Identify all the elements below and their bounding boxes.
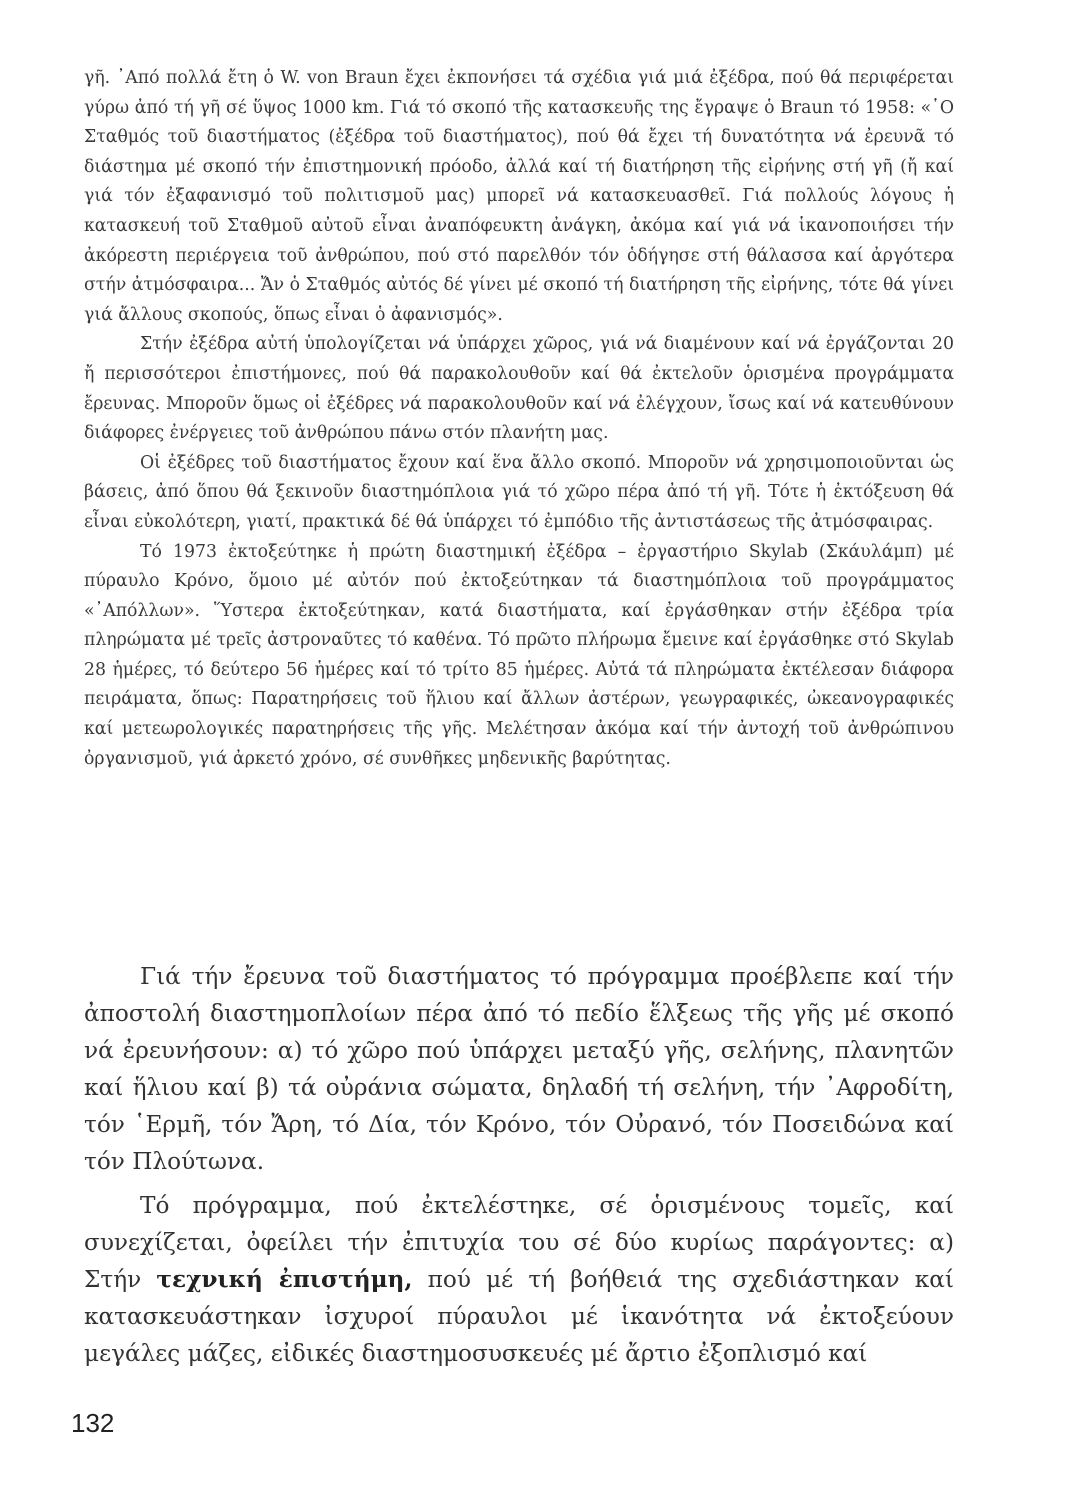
paragraph-station-bases: Οἱ ἐξέδρες τοῦ διαστήματος ἔχουν καί ἕνα ἄλλο σκοπό. Μποροῦν νά χρησιμοποιοῦνται ὡς βάσεις, ἀπό ὅπου θά ξεκινοῦν διαστημόπλοια γιά τό χῶρο πέρα ἀπό τή γῆ. Τότε ἡ ἐκτόξευση θά εἶναι εὐκολότερη, γιατί, πρακτικά δέ θά ὑπάρχει τό ἐμπόδιο τῆς ἀντιστάσεως τῆς ἀτμόσφαιρας. xyxy=(84,452,954,532)
paragraph-station-scientists: Στήν ἐξέδρα αὐτή ὑπολογίζεται νά ὑπάρχει χῶρος, γιά νά διαμένουν καί νά ἐργάζονται 20 ἤ περισσότεροι ἐπιστήμονες, πού θά παρακολουθοῦν καί θά ἐκτελοῦν ὁρισμένα προγράμματα ἔρευνας. Μποροῦν ὅμως οἱ ἐξέδρες νά παρακολουθοῦν καί νά ἐλέγχουν, ἴσως καί νά κατευθύνουν διάφορες ἐνέργειες τοῦ ἀνθρώπου πάνω στόν πλανήτη μας. xyxy=(84,334,954,444)
paragraph-space-program: Γιά τήν ἔρευνα τοῦ διαστήματος τό πρόγραμμα προέβλεπε καί τήν ἀποστολή διαστημοπλοίων πέρα ἀπό τό πεδίο ἕλξεως τῆς γῆς μέ σκοπό νά ἐρευνήσουν: α) τό χῶρο πού ὑπάρχει μεταξύ γῆς, σελήνης, πλανητῶν καί ἥλιου καί β) τά οὐράνια σώματα, δηλαδή τή σελήνη, τήν ᾿Αφροδίτη, τόν ῾Ερμῆ, τόν Ἄρη, τό Δία, τόν Κρόνο, τόν Οὐρανό, τόν Ποσειδώνα καί τόν Πλούτωνα. xyxy=(84,963,954,1176)
paragraph-program-success xyxy=(84,1187,954,1372)
bold-term-technical-science: τεχνική ἐπιστήμη, xyxy=(156,1265,413,1293)
small-print-section xyxy=(84,64,954,774)
paragraph-braun-quote: γῆ. ᾿Από πολλά ἔτη ὁ W. von Braun ἔχει ἐκπονήσει τά σχέδια γιά μιά ἐξέδρα, πού θά περιφέρεται γύρω ἀπό τή γῆ σέ ὕψος 1000 km. Γιά τό σκοπό τῆς κατασκευῆς της ἔγραψε ὁ Braun τό 1958: «῾Ο Σταθμός τοῦ διαστήματος (ἐξέδρα τοῦ διαστήματος), πού θά ἔχει τή δυνατότητα νά ἐρευνᾶ τό διάστημα μέ σκοπό τήν ἐπιστημονική πρόοδο, ἀλλά καί τή διατήρηση τῆς εἰρήνης στή γῆ (ἤ καί γιά τόν ἐξαφανισμό τοῦ πολιτισμοῦ μας) μπορεῖ νά κατασκευασθεῖ. Γιά πολλούς λόγους ἡ κατασκευή τοῦ Σταθμοῦ αὐτοῦ εἶναι ἀναπόφευκτη ἀνάγκη, ἀκόμα καί γιά νά ἱκανοποιήσει τήν ἀκόρεστη περιέργεια τοῦ ἀνθρώπου, πού στό παρελθόν τόν ὁδήγησε στή θάλασσα καί ἀργότερα στήν ἀτμόσφαιρα... Ἄν ὁ Σταθμός αὐτός δέ γίνει μέ σκοπό τή διατήρηση τῆς εἰρήνης, τότε θά γίνει γιά ἄλλους σκοπούς, ὅπως εἶναι ὁ ἀφανισμός». xyxy=(84,68,954,325)
paragraph-skylab: Τό 1973 ἐκτοξεύτηκε ἡ πρώτη διαστημική ἐξέδρα – ἐργαστήριο Skylab (Σκάυλάμπ) μέ πύραυλο Κρόνο, ὅμοιο μέ αὐτόν πού ἐκτοξεύτηκαν τά διαστημόπλοια τοῦ προγράμματος «᾿Απόλλων». Ὕστερα ἐκτοξεύτηκαν, κατά διαστήματα, καί ἐργάσθηκαν στήν ἐξέδρα τρία πληρώματα μέ τρεῖς ἀστροναῦτες τό καθένα. Τό πρῶτο πλήρωμα ἔμεινε καί ἐργάσθηκε στό Skylab 28 ἡμέρες, τό δεύτερο 56 ἡμέρες καί τό τρίτο 85 ἡμέρες. Αὐτά τά πληρώματα ἐκτέλεσαν διάφορα πειράματα, ὅπως: Παρατηρήσεις τοῦ ἥλιου καί ἄλλων ἀστέρων, γεωγραφικές, ὠκεανογραφικές καί μετεωρολογικές παρατηρήσεις τῆς γῆς. Μελέτησαν ἀκόμα καί τήν ἀντοχή τοῦ ἀνθρώπινου ὀργανισμοῦ, γιά ἀρκετό χρόνο, σέ συνθῆκες μηδενικῆς βαρύτητας. xyxy=(84,541,954,769)
paragraph-program-success-end: πού μέ τή βοήθειά της σχεδιάστηκαν καί κατασκευάστηκαν ἰσχυροί πύραυλοι μέ ἱκανότητα νά ἐκτοξεύουν μεγάλες μάζες, εἰδικές διαστημοσυσκευές μέ ἄρτιο ἐξοπλισμό καί xyxy=(84,1265,954,1367)
paragraph-program-success-start: Τό πρόγραμμα, πού ἐκτελέστηκε, σέ ὁρισμένους τομεῖς, καί συνεχίζεται, ὀφείλει τήν ἐπιτυχία του σέ δύο κυρίως παράγοντες: α) Στήν xyxy=(84,1191,954,1293)
page-number: 132 xyxy=(71,1408,115,1438)
main-text-section xyxy=(84,958,954,1372)
